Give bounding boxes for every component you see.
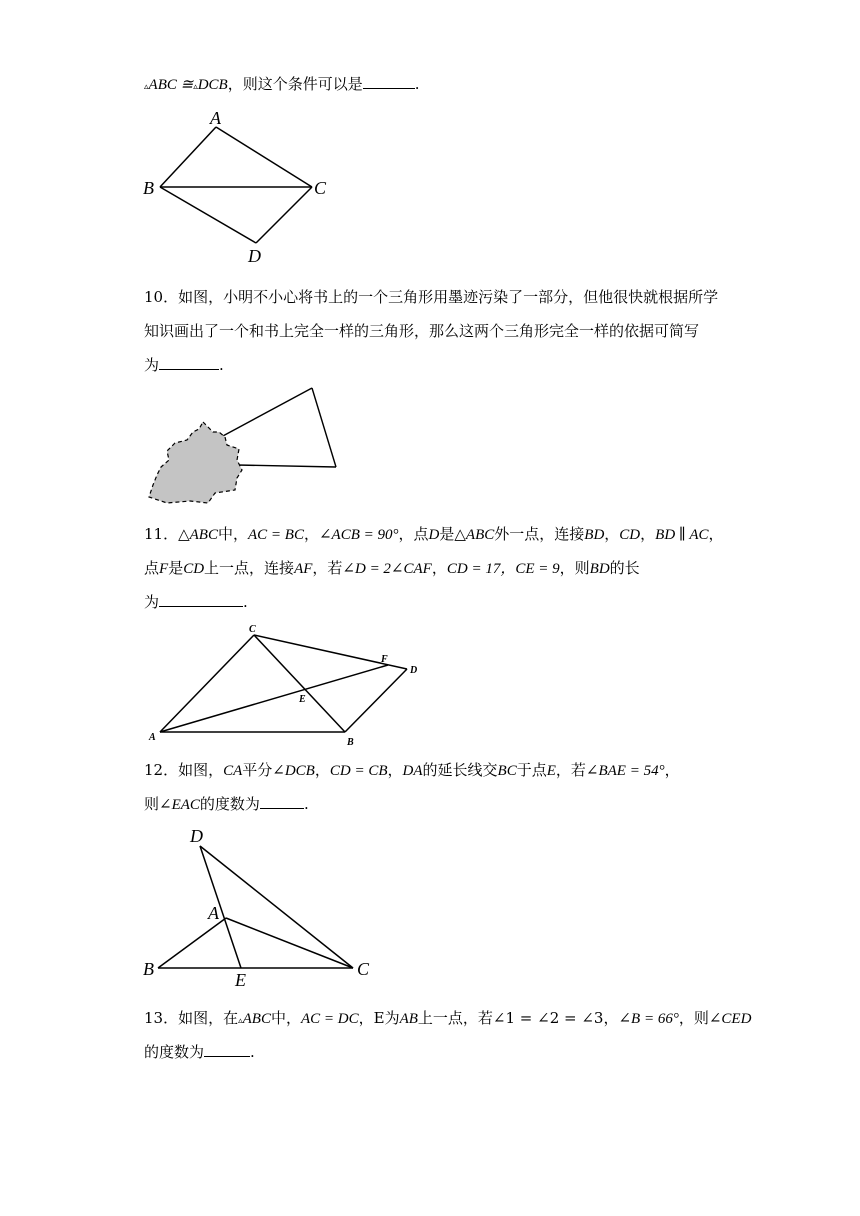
q10-line-1: 10．如图，小明不小心将书上的一个三角形用墨迹污染了一部分，但他很快就根据所学 (144, 288, 719, 306)
label-B: B (143, 178, 154, 198)
q13-line-1: 13．如图，在▵ABC中，AC = DC，E为AB上一点，若∠1 = ∠2 = ∠3，∠B = 66°，则∠CED (144, 1009, 752, 1027)
label-E: E (235, 970, 246, 990)
label-C: C (314, 178, 327, 198)
label-A: A (149, 732, 156, 743)
q9-figure (140, 105, 340, 267)
label-F: F (381, 654, 388, 665)
q10-figure (145, 385, 345, 507)
label-C: C (249, 624, 256, 635)
label-B: B (347, 737, 354, 748)
answer-blank-9[interactable] (363, 74, 415, 89)
ink-blot (149, 422, 242, 503)
label-C: C (357, 959, 370, 979)
q11-figure (145, 622, 430, 752)
q13-line-2: 的度数为 . (144, 1043, 255, 1061)
label-D: D (248, 246, 261, 266)
label-A: A (208, 903, 219, 923)
q9-line: ▵ABC ≅▵DCB，则这个条件可以是 . (144, 75, 420, 93)
q12-line-1: 12．如图，CA平分∠DCB，CD = CB，DA的延长线交BC于点E，若∠BAE = 54°， (144, 761, 680, 779)
label-B: B (143, 959, 154, 979)
q11-line-2: 点F是CD上一点，连接AF，若∠D = 2∠CAF，CD = 17，CE = 9，则BD的长 (144, 559, 640, 577)
q12-figure (140, 822, 380, 990)
q11-line-3: 为 . (144, 593, 248, 611)
q10-line-3: 为 . (144, 356, 224, 374)
answer-blank-13[interactable] (204, 1042, 250, 1057)
answer-blank-11[interactable] (159, 592, 243, 607)
q11-line-1: 11．△ABC中，AC = BC，∠ACB = 90°，点D是△ABC外一点，连接BD，CD，BD ∥ AC， (144, 525, 724, 543)
answer-blank-10[interactable] (159, 355, 219, 370)
label-A: A (210, 108, 221, 128)
q10-line-2: 知识画出了一个和书上完全一样的三角形，那么这两个三角形完全一样的依据可简写 (144, 322, 700, 340)
label-D: D (410, 665, 418, 676)
label-D: D (190, 826, 203, 846)
q12-line-2: 则∠EAC的度数为 . (144, 795, 309, 813)
answer-blank-12[interactable] (260, 794, 304, 809)
label-E: E (299, 694, 306, 705)
